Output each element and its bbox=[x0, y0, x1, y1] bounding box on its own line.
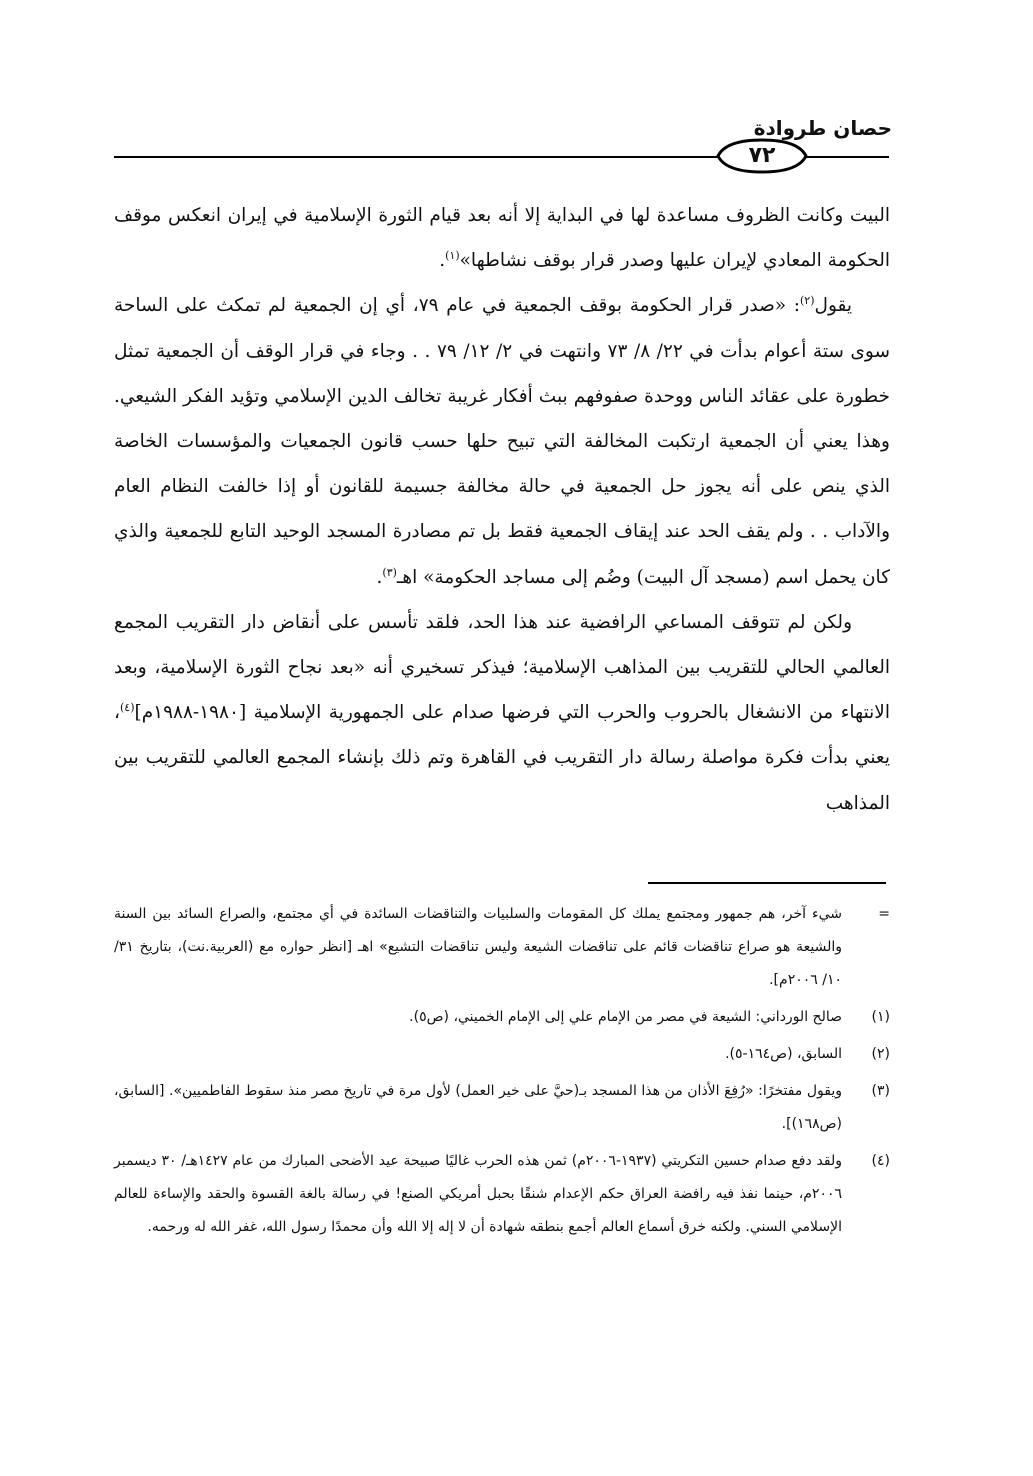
footnote-ref-2: (٢) bbox=[799, 294, 815, 308]
footnote-text: صالح الورداني: الشيعة في مصر من الإمام علي إلى الإمام الخميني، (ص٥). bbox=[409, 1009, 842, 1025]
footnote-1 bbox=[114, 1001, 890, 1034]
paragraph-2-end: . bbox=[376, 566, 383, 588]
paragraph-2-lead: يقول bbox=[814, 295, 853, 317]
footnote-text: ولقد دفع صدام حسين التكريتي (١٩٣٧-٢٠٠٦م) ثمن هذه الحرب غاليًا صبيحة عيد الأضحى المبارك من عام ١٤٢٧هـ/ ٣٠ ديسمبر ٢٠٠٦م، حينما نفذ فيه رافضة العراق حكم الإعدام شنقًا بحبل أمريكي الصنع! في رسالة بالغة القسوة والحقد والإساءة للعالم الإسلامي السني. ولكنه خرق أسماع العالم أجمع بنطقه شهادة أن لا إله إلا الله وأن محمدًا رسول الله، غفر الله له ورحمه. bbox=[114, 1153, 842, 1235]
footnote-mark: (٣) bbox=[871, 1083, 890, 1099]
footnote-mark: (٤) bbox=[871, 1153, 890, 1169]
footnote-mark: (٢) bbox=[871, 1046, 890, 1062]
footnote-4 bbox=[114, 1145, 890, 1244]
footnote-ref-3: (٣) bbox=[382, 565, 397, 579]
paragraph-2 bbox=[114, 283, 890, 599]
page-number: ٧٢ bbox=[748, 143, 776, 168]
main-text bbox=[114, 193, 890, 826]
book-title: حصان طروادة bbox=[753, 116, 892, 140]
paragraph-2-quote: : «صدر قرار الحكومة بوقف الجمعية في عام ٧٩، أي إن الجمعية لم تمكث على الساحة سوى ستة أعوام بدأت في ٢٢/ ٨/ ٧٣ وانتهت في ٢/ ١٢/ ٧٩ . . وجاء في قرار الوقف أن الجمعية تمثل خطورة على عقائد الناس ووحدة صفوفهم ببث أفكار غريبة تخالف الدين الإسلامي وتؤيد الفكر الشيعي. وهذا يعني أن الجمعية ارتكبت المخالفة التي تبيح حلها حسب قانون الجمعيات والمؤسسات الخاصة الذي ينص على أنه يجوز حل الجمعية في حالة مخالفة جسيمة للقانون أو إذا خالفت النظام العام والآداب . . ولم يقف الحد عند إيقاف الجمعية فقط بل تم مصادرة المسجد الوحيد التابع للجمعية والذي كان يحمل اسم (مسجد آل البيت) وضُم إلى مساجد الحكومة» اهـ bbox=[114, 295, 890, 588]
footnote-mark: = bbox=[878, 906, 890, 922]
footnotes bbox=[114, 898, 890, 1248]
paragraph-3-continuation: ، يعني بدأت فكرة مواصلة رسالة دار التقريب في القاهرة وتم ذلك بإنشاء المجمع العالمي للتقريب بين المذاهب bbox=[114, 702, 890, 814]
footnote-2 bbox=[114, 1038, 890, 1071]
paragraph-1-text: البيت وكانت الظروف مساعدة لها في البداية إلا أنه بعد قيام الثورة الإسلامية في إيران انعكس موقف الحكومة المعادي لإيران عليها وصدر قرار بوقف نشاطها» bbox=[114, 205, 890, 272]
paragraph-1 bbox=[114, 193, 890, 283]
footnote-3 bbox=[114, 1075, 890, 1141]
paragraph-3 bbox=[114, 600, 890, 826]
footnote-text: شيء آخر، هم جمهور ومجتمع يملك كل المقومات والسلبيات والتناقضات السائدة في أي مجتمع، والصراع السائد بين السنة والشيعة هو صراع تناقضات قائم على تناقضات الشيعة وليس تناقضات التشيع» اهـ [انظر حواره مع (العربية.نت)، بتاريخ ٣١/ ١٠/ ٢٠٠٦م]. bbox=[114, 906, 842, 988]
footnote-mark: (١) bbox=[871, 1009, 890, 1025]
paragraph-3-text: ولكن لم تتوقف المساعي الرافضية عند هذا الحد، فلقد تأسس على أنقاض دار التقريب المجمع العالمي الحالي للتقريب بين المذاهب الإسلامية؛ فيذكر تسخيري أنه «بعد نجاح الثورة الإسلامية، وبعد الانتهاء من الانشغال بالحروب والحرب التي فرضها صدام على الجمهورية الإسلامية [١٩٨٠-١٩٨٨م] bbox=[114, 611, 890, 724]
footnote-ref-1: (١) bbox=[445, 249, 460, 263]
footnote-separator bbox=[648, 882, 886, 884]
footnote-text: السابق، (ص١٦٤-٥). bbox=[725, 1046, 842, 1062]
footnote-continuation bbox=[114, 898, 890, 997]
paragraph-1-end: . bbox=[439, 250, 446, 272]
footnote-ref-4: (٤) bbox=[119, 701, 135, 715]
footnote-text: ويقول مفتخرًا: «رُفِعَ الأذان من هذا المسجد بـ(حيَّ على خير العمل) لأول مرة في تاريخ مصر منذ سقوط الفاطميين». [السابق، (ص١٦٨)]. bbox=[114, 1083, 842, 1132]
